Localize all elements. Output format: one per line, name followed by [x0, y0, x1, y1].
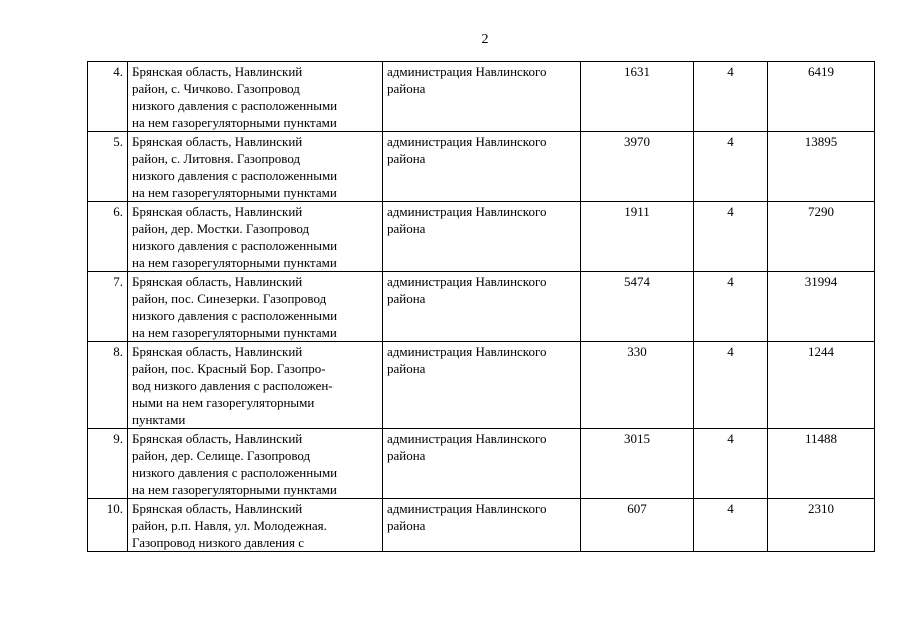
object-address: Брянская область, Навлинский район, с. Литовня. Газопровод низкого давления с расположенными на нем газорегуляторными пунктами — [128, 132, 383, 202]
volume-value: 13895 — [768, 132, 875, 202]
row-number: 9. — [88, 429, 128, 499]
length-value: 330 — [581, 342, 694, 429]
owner: администрация Навлинского района — [383, 499, 581, 552]
row-number: 6. — [88, 202, 128, 272]
pressure-value: 4 — [694, 272, 768, 342]
length-value: 5474 — [581, 272, 694, 342]
pressure-value: 4 — [694, 62, 768, 132]
owner: администрация Навлинского района — [383, 62, 581, 132]
owner: администрация Навлинского района — [383, 202, 581, 272]
page-number: 2 — [481, 32, 489, 47]
volume-value: 1244 — [768, 342, 875, 429]
pressure-value: 4 — [694, 342, 768, 429]
object-address: Брянская область, Навлинский район, пос. Синезерки. Газопровод низкого давления с расположенными на нем газорегуляторными пунктами — [128, 272, 383, 342]
object-address: Брянская область, Навлинский район, р.п. Навля, ул. Молодежная. Газопровод низкого давления с — [128, 499, 383, 552]
object-address: Брянская область, Навлинский район, с. Чичково. Газопровод низкого давления с расположенными на нем газорегуляторными пунктами — [128, 62, 383, 132]
length-value: 3970 — [581, 132, 694, 202]
row-number: 4. — [88, 62, 128, 132]
owner: администрация Навлинского района — [383, 429, 581, 499]
length-value: 1911 — [581, 202, 694, 272]
row-number: 10. — [88, 499, 128, 552]
row-number: 8. — [88, 342, 128, 429]
pressure-value: 4 — [694, 429, 768, 499]
volume-value: 6419 — [768, 62, 875, 132]
object-address: Брянская область, Навлинский район, дер. Селище. Газопровод низкого давления с расположенными на нем газорегуляторными пунктами — [128, 429, 383, 499]
row-number: 7. — [88, 272, 128, 342]
volume-value: 31994 — [768, 272, 875, 342]
length-value: 607 — [581, 499, 694, 552]
volume-value: 2310 — [768, 499, 875, 552]
volume-value: 7290 — [768, 202, 875, 272]
table-row — [88, 272, 875, 342]
table-row — [88, 429, 875, 499]
pressure-value: 4 — [694, 499, 768, 552]
length-value: 3015 — [581, 429, 694, 499]
object-address: Брянская область, Навлинский район, пос. Красный Бор. Газопро- вод низкого давления с расположен- ными на нем газорегуляторными пунктами — [128, 342, 383, 429]
gas-pipeline-table — [87, 61, 875, 552]
pressure-value: 4 — [694, 202, 768, 272]
owner: администрация Навлинского района — [383, 132, 581, 202]
table-row — [88, 342, 875, 429]
length-value: 1631 — [581, 62, 694, 132]
owner: администрация Навлинского района — [383, 342, 581, 429]
table-row — [88, 202, 875, 272]
table-row — [88, 62, 875, 132]
volume-value: 11488 — [768, 429, 875, 499]
row-number: 5. — [88, 132, 128, 202]
pressure-value: 4 — [694, 132, 768, 202]
owner: администрация Навлинского района — [383, 272, 581, 342]
table-row — [88, 499, 875, 552]
object-address: Брянская область, Навлинский район, дер. Мостки. Газопровод низкого давления с расположенными на нем газорегуляторными пунктами — [128, 202, 383, 272]
table-row — [88, 132, 875, 202]
